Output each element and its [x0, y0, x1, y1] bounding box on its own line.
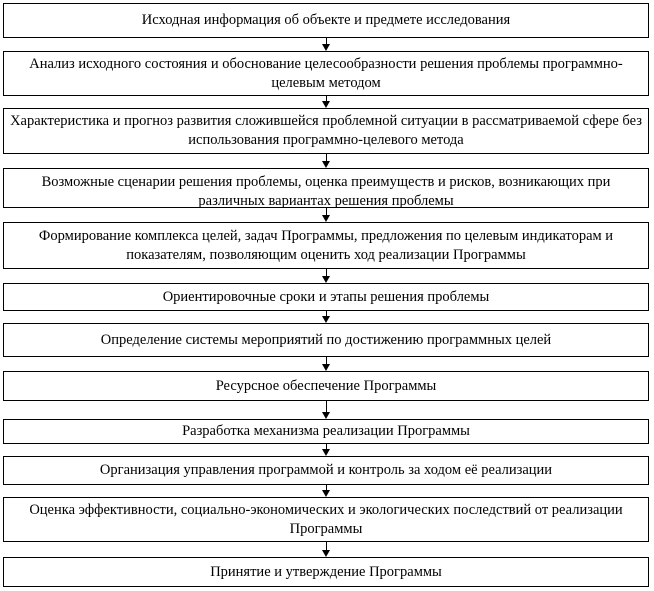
step-12-text: Принятие и утверждение Программы — [210, 563, 442, 580]
step-10 — [3, 456, 649, 485]
step-1-text: Исходная информация об объекте и предмете исследования — [141, 12, 511, 28]
step-6 — [3, 283, 649, 311]
step-8 — [3, 371, 649, 401]
step-5-text: Формирование комплекса целей, задач Программы, предложения по целевым индикаторам и показателям, позволяющим оценить ход реализации Программы — [38, 227, 614, 263]
step-7 — [3, 323, 649, 357]
arrow-5 — [326, 269, 328, 283]
step-2 — [3, 51, 649, 96]
arrow-10 — [326, 485, 328, 497]
arrow-2 — [326, 96, 328, 108]
arrow-6 — [326, 311, 328, 323]
step-11-text: Оценка эффективности, социально-экономических и экологических последствий от реализации Программы — [29, 501, 623, 537]
arrow-8 — [326, 401, 328, 419]
arrow-7 — [326, 357, 328, 371]
step-11 — [3, 497, 649, 542]
arrow-11 — [326, 542, 328, 557]
step-4 — [3, 168, 649, 208]
step-8-text: Ресурсное обеспечение Программы — [215, 377, 437, 394]
step-12 — [3, 557, 649, 587]
arrow-1 — [326, 38, 328, 51]
step-9-text: Разработка механизма реализации Программы — [182, 423, 470, 439]
step-7-text: Определение системы мероприятий по достижению программных целей — [100, 331, 552, 348]
step-4-text: Возможные сценарии решения проблемы, оценка преимуществ и рисков, возникающих при различных вариантах решения проблемы — [41, 174, 611, 208]
step-1 — [3, 3, 649, 38]
step-2-text: Анализ исходного состояния и обоснование целесообразности решения проблемы программно-целевым методом — [29, 55, 623, 91]
step-3 — [3, 108, 649, 154]
arrow-3 — [326, 154, 328, 168]
step-3-text: Характеристика и прогноз развития сложившейся проблемной ситуации в рассматриваемой сфере без использования программно-целевого метода — [10, 113, 642, 148]
step-10-text: Организация управления программой и контроль за ходом её реализации — [99, 462, 553, 478]
step-6-text: Ориентировочные сроки и этапы решения проблемы — [162, 288, 490, 305]
step-5 — [3, 222, 649, 269]
arrow-9 — [326, 444, 328, 456]
arrow-4 — [326, 208, 328, 222]
step-9 — [3, 419, 649, 444]
